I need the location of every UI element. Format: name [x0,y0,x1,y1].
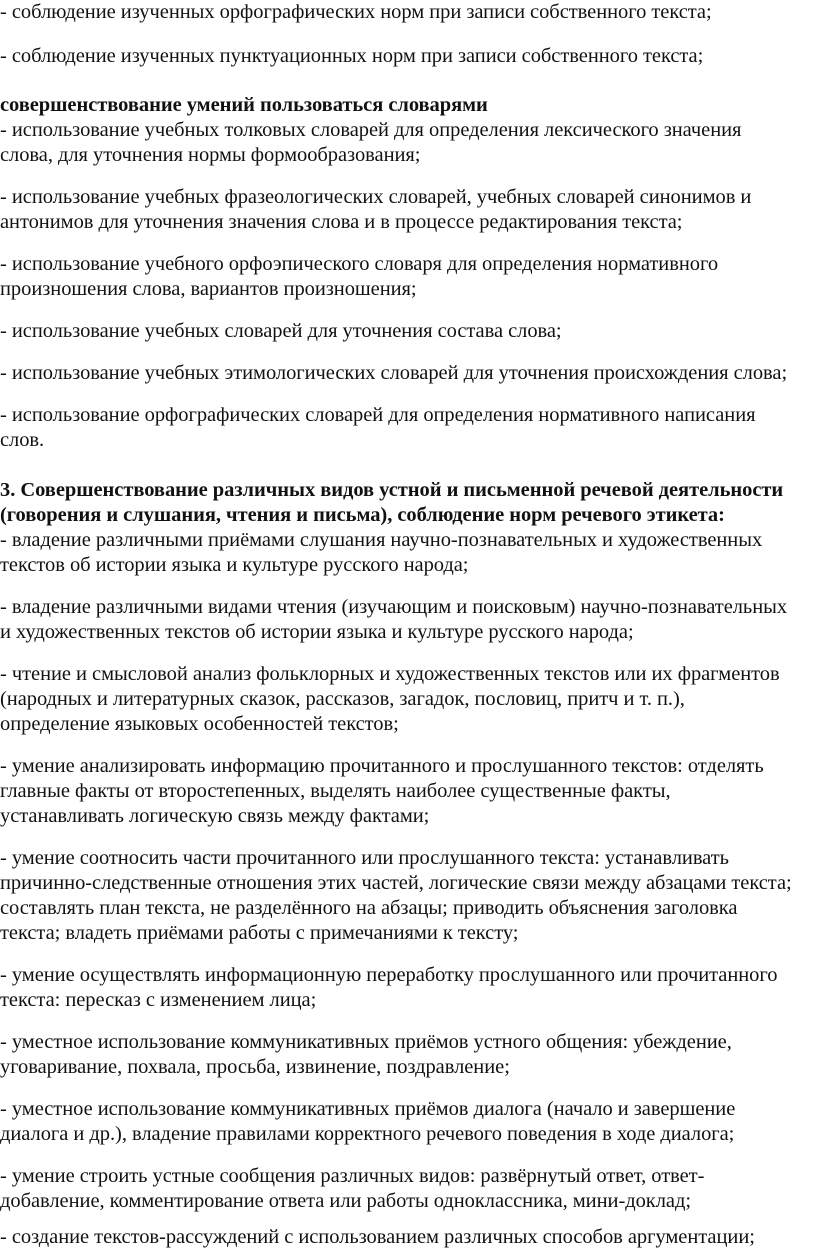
text-line: - соблюдение изученных пунктуационных норм при записи собственного текста; [0,45,704,67]
text-line: - уместное использование коммуникативных приёмов устного общения: убеждение, [0,1031,732,1053]
text-line: - умение соотносить части прочитанного или прослушанного текста: устанавливать [0,847,729,869]
text-line: - соблюдение изученных орфографических норм при записи собственного текста; [0,1,712,23]
text-line: - владение различными приёмами слушания научно-познавательных и художественных [0,529,763,551]
text-line: причинно-следственные отношения этих частей, логические связи между абзацами текста; [0,872,792,894]
text-line: - умение строить устные сообщения различных видов: развёрнутый ответ, ответ- [0,1165,705,1187]
text-line: добавление, комментирование ответа или работы одноклассника, мини-доклад; [0,1190,691,1212]
text-line: текста; владеть приёмами работы с примечаниями к тексту; [0,922,519,944]
text-line: текстов об истории языка и культуре русского народа; [0,554,469,576]
text-line: произношения слова, вариантов произношения; [0,278,417,300]
text-line: - создание текстов-рассуждений с использованием различных способов аргументации; [0,1226,755,1248]
text-line: (народных и литературных сказок, рассказов, загадок, пословиц, притч и т. п.), [0,688,685,710]
text-line: - использование орфографических словарей для определения нормативного написания [0,404,756,426]
text-line: - использование учебного орфоэпического словаря для определения нормативного [0,253,719,275]
text-line: составлять план текста, не разделённого на абзацы; приводить объяснения заголовка [0,897,738,919]
text-line: антонимов для уточнения значения слова и в процессе редактирования текста; [0,211,683,233]
text-line: - использование учебных словарей для уточнения состава слова; [0,320,562,342]
text-line: - чтение и смысловой анализ фольклорных и художественных текстов или их фрагментов [0,663,780,685]
text-line: текста: пересказ с изменением лица; [0,989,317,1011]
text-line: устанавливать логическую связь между фактами; [0,805,430,827]
text-line: - умение осуществлять информационную переработку прослушанного или прочитанного [0,964,778,986]
text-line: и художественных текстов об истории языка и культуре русского народа; [0,621,634,643]
text-line: слов. [0,429,45,451]
text-line: - уместное использование коммуникативных приёмов диалога (начало и завершение [0,1098,736,1120]
text-line: слова, для уточнения нормы формообразования; [0,144,421,166]
text-line: уговаривание, похвала, просьба, извинение, поздравление; [0,1056,510,1078]
text-line: - использование учебных фразеологических словарей, учебных словарей синонимов и [0,186,752,208]
text-line: главные факты от второстепенных, выделять наиболее существенные факты, [0,780,671,802]
text-line: определение языковых особенностей текстов; [0,713,399,735]
text-line: - умение анализировать информацию прочитанного и прослушанного текстов: отделять [0,755,764,777]
section-heading: совершенствование умений пользоваться словарями [0,94,488,116]
text-line: - владение различными видами чтения (изучающим и поисковым) научно-познавательных [0,596,788,618]
section-heading: 3. Совершенствование различных видов устной и письменной речевой деятельности [0,479,784,501]
text-line: - использование учебных этимологических словарей для уточнения происхождения слова; [0,362,788,384]
text-line: - использование учебных толковых словарей для определения лексического значения [0,119,742,141]
section-heading: (говорения и слушания, чтения и письма), соблюдение норм речевого этикета: [0,504,725,526]
text-line: диалога и др.), владение правилами корректного речевого поведения в ходе диалога; [0,1123,735,1145]
